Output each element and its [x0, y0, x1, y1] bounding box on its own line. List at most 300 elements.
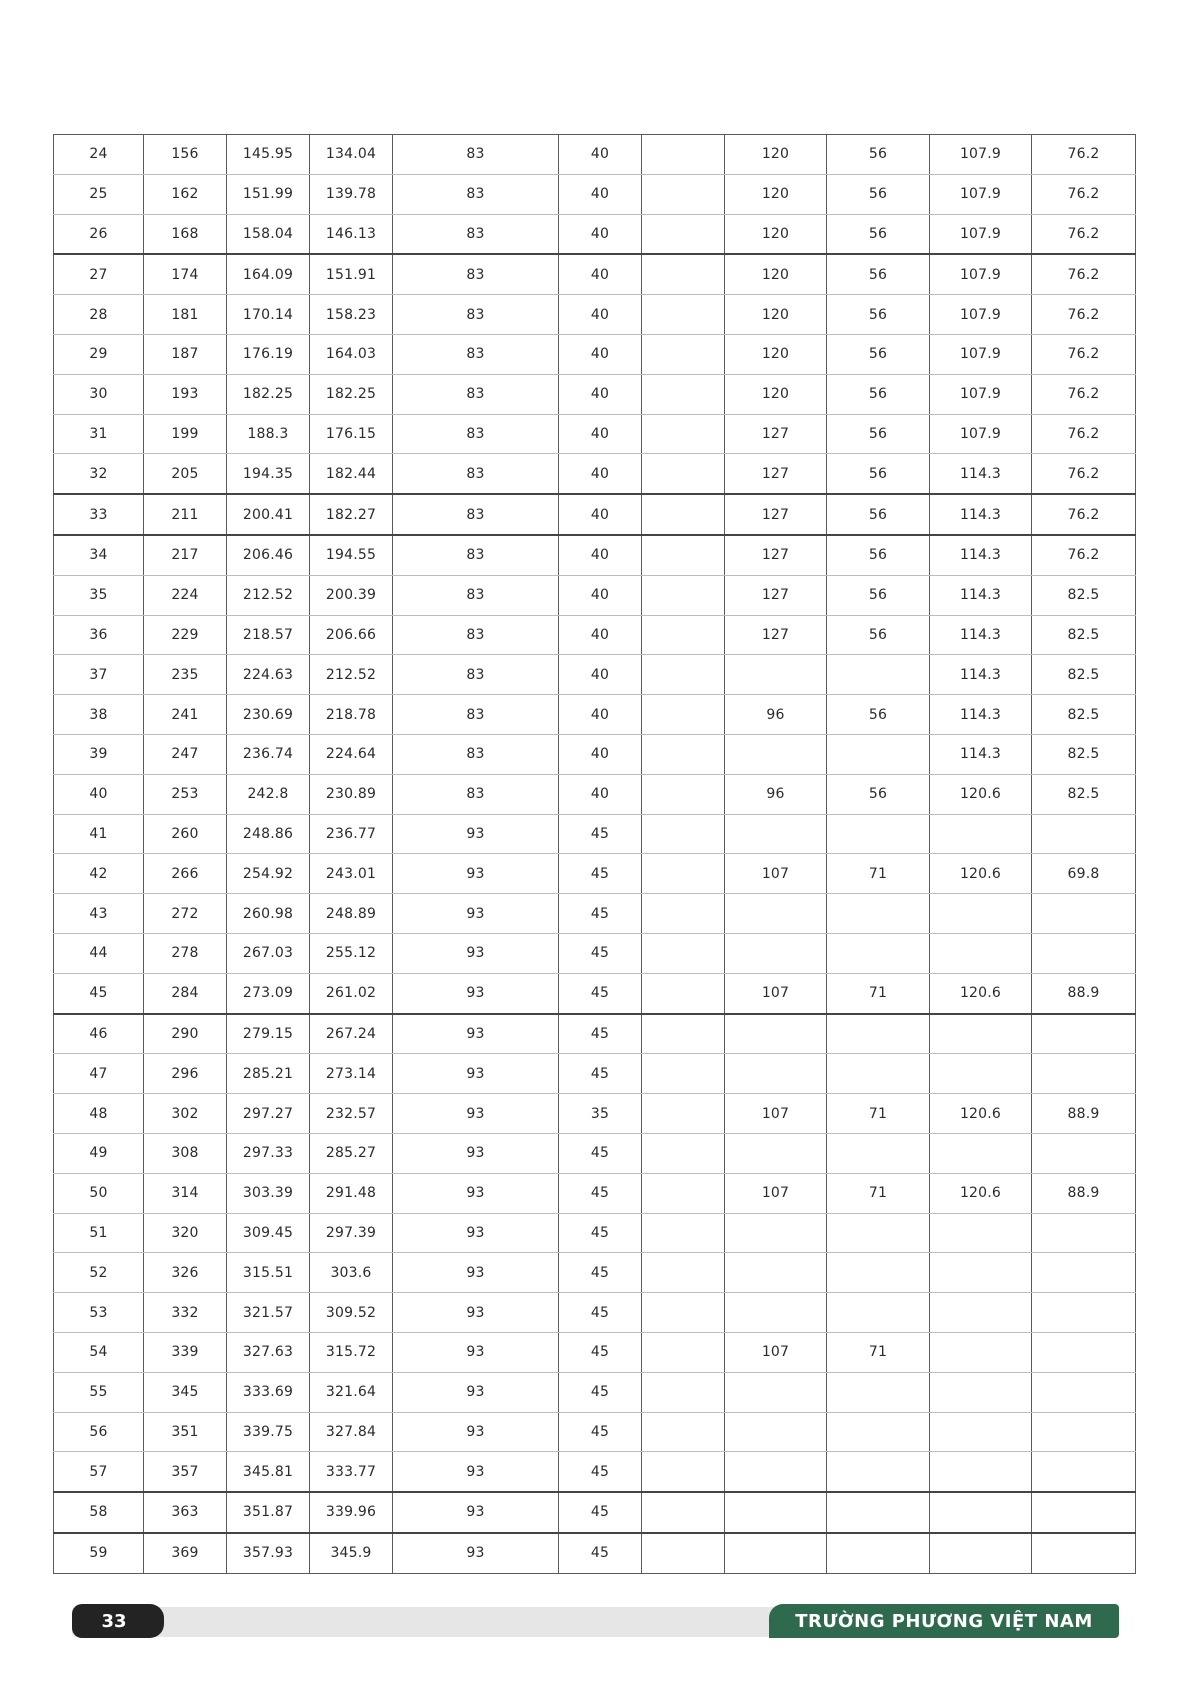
table-cell [725, 933, 827, 973]
table-cell: 107.9 [930, 135, 1032, 175]
table-cell: 139.78 [310, 174, 393, 214]
table-cell [725, 734, 827, 774]
table-cell [642, 1213, 725, 1253]
table-cell: 40 [559, 734, 642, 774]
table-cell [725, 1452, 827, 1492]
table-cell: 59 [54, 1533, 144, 1573]
table-cell: 127 [725, 535, 827, 575]
table-cell: 107.9 [930, 374, 1032, 414]
table-cell: 56 [827, 174, 930, 214]
table-cell: 120.6 [930, 854, 1032, 894]
table-cell [827, 1533, 930, 1573]
table-cell: 40 [559, 254, 642, 294]
table-cell: 45 [559, 1452, 642, 1492]
table-cell: 76.2 [1032, 535, 1136, 575]
table-cell: 127 [725, 575, 827, 615]
table-cell: 56 [827, 374, 930, 414]
table-cell [642, 494, 725, 535]
table-cell: 229 [144, 615, 227, 655]
table-cell [642, 575, 725, 615]
table-cell: 83 [393, 575, 559, 615]
table-cell: 93 [393, 1452, 559, 1492]
table-cell: 40 [559, 655, 642, 695]
table-cell: 235 [144, 655, 227, 695]
table-cell: 212.52 [310, 655, 393, 695]
table-row [54, 973, 1136, 1013]
table-cell: 309.52 [310, 1293, 393, 1333]
table-cell: 176.15 [310, 414, 393, 454]
table-row [54, 1293, 1136, 1333]
table-cell: 45 [559, 854, 642, 894]
table-cell: 56 [827, 695, 930, 735]
table-row [54, 734, 1136, 774]
table-cell: 83 [393, 135, 559, 175]
table-cell: 45 [559, 894, 642, 934]
table-cell [930, 1492, 1032, 1533]
table-cell: 285.21 [227, 1054, 310, 1094]
table-cell: 45 [559, 1213, 642, 1253]
table-cell: 107 [725, 1094, 827, 1134]
table-cell: 83 [393, 615, 559, 655]
table-cell: 224.63 [227, 655, 310, 695]
table-cell: 56 [827, 575, 930, 615]
table-cell: 45 [559, 1533, 642, 1573]
table-cell: 40 [559, 374, 642, 414]
data-table-container [53, 134, 1135, 1574]
table-cell: 320 [144, 1213, 227, 1253]
table-cell: 83 [393, 174, 559, 214]
table-cell: 315.51 [227, 1253, 310, 1293]
table-cell: 182.25 [227, 374, 310, 414]
table-cell: 71 [827, 1173, 930, 1213]
table-cell: 44 [54, 933, 144, 973]
table-cell: 45 [54, 973, 144, 1013]
table-cell [642, 1533, 725, 1573]
table-cell: 40 [559, 135, 642, 175]
table-cell: 107.9 [930, 254, 1032, 294]
table-cell [1032, 1213, 1136, 1253]
table-cell: 303.6 [310, 1253, 393, 1293]
table-cell: 321.57 [227, 1293, 310, 1333]
table-cell: 30 [54, 374, 144, 414]
table-row [54, 254, 1136, 294]
table-row [54, 1094, 1136, 1134]
table-cell: 83 [393, 374, 559, 414]
table-cell: 253 [144, 774, 227, 814]
table-cell [642, 695, 725, 735]
table-cell: 83 [393, 454, 559, 494]
table-cell: 290 [144, 1014, 227, 1054]
table-cell: 357 [144, 1452, 227, 1492]
table-cell: 76.2 [1032, 214, 1136, 254]
table-cell: 107 [725, 973, 827, 1013]
table-cell: 339.96 [310, 1492, 393, 1533]
table-cell: 224.64 [310, 734, 393, 774]
table-cell: 174 [144, 254, 227, 294]
table-cell [642, 535, 725, 575]
table-cell: 145.95 [227, 135, 310, 175]
table-cell: 82.5 [1032, 695, 1136, 735]
table-cell [827, 1133, 930, 1173]
table-cell: 199 [144, 414, 227, 454]
table-cell: 308 [144, 1133, 227, 1173]
table-cell: 200.41 [227, 494, 310, 535]
table-row [54, 295, 1136, 335]
table-row [54, 1054, 1136, 1094]
table-row [54, 695, 1136, 735]
table-cell: 127 [725, 454, 827, 494]
table-cell: 76.2 [1032, 414, 1136, 454]
table-cell [642, 774, 725, 814]
table-cell: 176.19 [227, 334, 310, 374]
table-cell [1032, 1533, 1136, 1573]
table-cell: 54 [54, 1332, 144, 1372]
table-row [54, 655, 1136, 695]
table-cell: 236.77 [310, 814, 393, 854]
table-cell [642, 1332, 725, 1372]
table-row [54, 1173, 1136, 1213]
table-cell [1032, 1492, 1136, 1533]
table-cell: 71 [827, 973, 930, 1013]
table-cell: 76.2 [1032, 374, 1136, 414]
table-cell [930, 933, 1032, 973]
table-cell: 71 [827, 854, 930, 894]
table-cell [642, 454, 725, 494]
table-cell: 45 [559, 1173, 642, 1213]
table-cell: 40 [559, 535, 642, 575]
table-cell: 127 [725, 414, 827, 454]
table-cell: 242.8 [227, 774, 310, 814]
table-cell: 45 [559, 933, 642, 973]
table-cell [642, 814, 725, 854]
table-cell: 297.27 [227, 1094, 310, 1134]
table-row [54, 1213, 1136, 1253]
table-cell: 40 [559, 214, 642, 254]
table-cell [642, 414, 725, 454]
table-cell: 217 [144, 535, 227, 575]
table-cell: 158.04 [227, 214, 310, 254]
table-cell: 76.2 [1032, 254, 1136, 294]
table-cell [642, 374, 725, 414]
table-cell [642, 854, 725, 894]
table-cell: 45 [559, 814, 642, 854]
table-cell: 56 [827, 214, 930, 254]
table-cell [827, 1293, 930, 1333]
table-cell [642, 615, 725, 655]
table-cell [1032, 1253, 1136, 1293]
table-cell: 357.93 [227, 1533, 310, 1573]
table-cell: 52 [54, 1253, 144, 1293]
table-cell: 151.99 [227, 174, 310, 214]
table-cell [725, 1372, 827, 1412]
table-cell [642, 1253, 725, 1293]
table-cell [642, 894, 725, 934]
table-cell: 41 [54, 814, 144, 854]
table-cell: 93 [393, 894, 559, 934]
table-cell [725, 894, 827, 934]
table-cell [827, 1253, 930, 1293]
table-row [54, 1253, 1136, 1293]
table-cell [642, 1014, 725, 1054]
table-cell: 345.81 [227, 1452, 310, 1492]
table-cell: 27 [54, 254, 144, 294]
table-cell: 211 [144, 494, 227, 535]
table-cell [725, 655, 827, 695]
table-cell: 218.57 [227, 615, 310, 655]
table-cell: 151.91 [310, 254, 393, 294]
table-cell: 114.3 [930, 655, 1032, 695]
page-footer [72, 1604, 1119, 1638]
table-cell: 36 [54, 615, 144, 655]
table-cell: 76.2 [1032, 334, 1136, 374]
table-cell: 34 [54, 535, 144, 575]
table-cell: 243.01 [310, 854, 393, 894]
table-cell: 114.3 [930, 734, 1032, 774]
table-cell [827, 1014, 930, 1054]
table-cell: 254.92 [227, 854, 310, 894]
table-cell: 107.9 [930, 414, 1032, 454]
table-cell: 51 [54, 1213, 144, 1253]
table-cell: 88.9 [1032, 1094, 1136, 1134]
table-cell [1032, 894, 1136, 934]
table-cell: 248.89 [310, 894, 393, 934]
table-cell: 114.3 [930, 494, 1032, 535]
table-cell: 93 [393, 1133, 559, 1173]
table-cell: 369 [144, 1533, 227, 1573]
table-cell: 71 [827, 1094, 930, 1134]
table-cell [725, 1133, 827, 1173]
table-cell: 39 [54, 734, 144, 774]
table-cell: 182.27 [310, 494, 393, 535]
table-row [54, 854, 1136, 894]
table-cell: 224 [144, 575, 227, 615]
table-cell [1032, 1372, 1136, 1412]
table-cell: 272 [144, 894, 227, 934]
table-cell: 93 [393, 1293, 559, 1333]
table-cell [642, 734, 725, 774]
table-row [54, 1332, 1136, 1372]
table-cell: 107.9 [930, 214, 1032, 254]
table-row [54, 135, 1136, 175]
table-cell: 83 [393, 535, 559, 575]
table-cell: 164.03 [310, 334, 393, 374]
table-cell: 205 [144, 454, 227, 494]
table-cell: 339 [144, 1332, 227, 1372]
table-cell: 45 [559, 1372, 642, 1412]
table-row [54, 1492, 1136, 1533]
table-cell: 93 [393, 814, 559, 854]
table-cell: 285.27 [310, 1133, 393, 1173]
table-cell: 273.09 [227, 973, 310, 1013]
table-cell: 45 [559, 1293, 642, 1333]
table-cell [930, 1293, 1032, 1333]
table-cell [642, 174, 725, 214]
table-cell: 83 [393, 414, 559, 454]
table-cell [642, 1452, 725, 1492]
table-cell: 47 [54, 1054, 144, 1094]
table-cell: 146.13 [310, 214, 393, 254]
table-cell [1032, 1332, 1136, 1372]
table-cell [827, 814, 930, 854]
table-row [54, 814, 1136, 854]
table-cell: 37 [54, 655, 144, 695]
table-cell: 88.9 [1032, 1173, 1136, 1213]
table-cell: 278 [144, 933, 227, 973]
table-cell [827, 1492, 930, 1533]
table-cell: 212.52 [227, 575, 310, 615]
table-cell: 76.2 [1032, 174, 1136, 214]
table-cell: 127 [725, 494, 827, 535]
table-cell: 40 [559, 334, 642, 374]
table-cell [725, 814, 827, 854]
table-cell [930, 1014, 1032, 1054]
table-cell: 93 [393, 933, 559, 973]
table-cell [930, 814, 1032, 854]
table-cell: 56 [827, 135, 930, 175]
table-cell: 45 [559, 1014, 642, 1054]
table-cell: 114.3 [930, 575, 1032, 615]
table-cell: 40 [559, 454, 642, 494]
table-cell: 303.39 [227, 1173, 310, 1213]
table-cell: 53 [54, 1293, 144, 1333]
table-cell: 241 [144, 695, 227, 735]
table-cell: 236.74 [227, 734, 310, 774]
table-cell: 351 [144, 1412, 227, 1452]
table-cell: 56 [827, 615, 930, 655]
data-table [53, 134, 1136, 1574]
table-cell: 45 [559, 1133, 642, 1173]
table-cell [725, 1533, 827, 1573]
table-cell [1032, 1014, 1136, 1054]
table-cell: 247 [144, 734, 227, 774]
table-cell: 40 [559, 174, 642, 214]
table-cell: 162 [144, 174, 227, 214]
table-cell: 56 [827, 295, 930, 335]
table-cell [930, 1452, 1032, 1492]
table-cell: 284 [144, 973, 227, 1013]
table-cell: 45 [559, 1332, 642, 1372]
table-cell: 327.84 [310, 1412, 393, 1452]
table-cell: 206.66 [310, 615, 393, 655]
table-cell: 127 [725, 615, 827, 655]
table-cell: 332 [144, 1293, 227, 1333]
table-cell: 40 [559, 615, 642, 655]
table-cell: 31 [54, 414, 144, 454]
table-cell: 267.24 [310, 1014, 393, 1054]
table-cell: 107.9 [930, 295, 1032, 335]
table-cell: 35 [54, 575, 144, 615]
table-cell [642, 1173, 725, 1213]
table-cell [930, 1253, 1032, 1293]
table-cell: 168 [144, 214, 227, 254]
table-cell: 120 [725, 334, 827, 374]
table-cell: 88.9 [1032, 973, 1136, 1013]
table-cell: 29 [54, 334, 144, 374]
table-row [54, 1452, 1136, 1492]
table-cell: 96 [725, 774, 827, 814]
table-cell [1032, 933, 1136, 973]
table-cell [642, 1492, 725, 1533]
table-row [54, 1372, 1136, 1412]
brand-name: TRƯỜNG PHƯƠNG VIỆT NAM [769, 1604, 1119, 1638]
table-cell: 107.9 [930, 334, 1032, 374]
table-cell: 93 [393, 1213, 559, 1253]
table-cell: 351.87 [227, 1492, 310, 1533]
table-cell [930, 1054, 1032, 1094]
table-cell: 83 [393, 214, 559, 254]
table-cell: 83 [393, 254, 559, 294]
table-cell: 50 [54, 1173, 144, 1213]
table-cell: 120 [725, 135, 827, 175]
table-cell: 194.55 [310, 535, 393, 575]
table-cell: 49 [54, 1133, 144, 1173]
table-cell: 40 [559, 414, 642, 454]
table-cell: 296 [144, 1054, 227, 1094]
table-cell [1032, 1452, 1136, 1492]
table-cell: 107 [725, 854, 827, 894]
table-row [54, 774, 1136, 814]
table-cell: 76.2 [1032, 135, 1136, 175]
table-cell: 56 [827, 334, 930, 374]
table-row [54, 1014, 1136, 1054]
table-cell: 40 [559, 575, 642, 615]
table-cell [930, 1213, 1032, 1253]
table-cell: 260.98 [227, 894, 310, 934]
table-cell: 182.44 [310, 454, 393, 494]
table-cell: 188.3 [227, 414, 310, 454]
table-cell [725, 1054, 827, 1094]
table-cell [930, 1332, 1032, 1372]
table-cell [930, 1412, 1032, 1452]
table-cell: 56 [827, 494, 930, 535]
table-cell [642, 1412, 725, 1452]
table-cell: 297.33 [227, 1133, 310, 1173]
table-cell [827, 1372, 930, 1412]
table-cell: 93 [393, 1173, 559, 1213]
table-cell: 321.64 [310, 1372, 393, 1412]
table-cell [642, 1293, 725, 1333]
table-cell: 56 [54, 1412, 144, 1452]
table-cell: 83 [393, 494, 559, 535]
table-cell [1032, 1293, 1136, 1333]
table-cell: 82.5 [1032, 575, 1136, 615]
table-cell: 43 [54, 894, 144, 934]
table-cell: 182.25 [310, 374, 393, 414]
table-cell [725, 1492, 827, 1533]
table-cell [642, 1094, 725, 1134]
table-cell: 93 [393, 973, 559, 1013]
table-cell: 82.5 [1032, 655, 1136, 695]
table-row [54, 615, 1136, 655]
table-cell: 56 [827, 254, 930, 294]
table-cell: 93 [393, 854, 559, 894]
table-cell: 345.9 [310, 1533, 393, 1573]
table-cell: 93 [393, 1014, 559, 1054]
table-cell [827, 655, 930, 695]
table-cell: 363 [144, 1492, 227, 1533]
table-cell: 120 [725, 214, 827, 254]
table-cell: 255.12 [310, 933, 393, 973]
table-cell [642, 1133, 725, 1173]
table-cell: 120.6 [930, 1173, 1032, 1213]
table-row [54, 1533, 1136, 1573]
table-cell: 33 [54, 494, 144, 535]
table-cell [725, 1412, 827, 1452]
table-cell: 309.45 [227, 1213, 310, 1253]
table-cell: 71 [827, 1332, 930, 1372]
table-cell: 76.2 [1032, 295, 1136, 335]
table-cell [930, 1533, 1032, 1573]
